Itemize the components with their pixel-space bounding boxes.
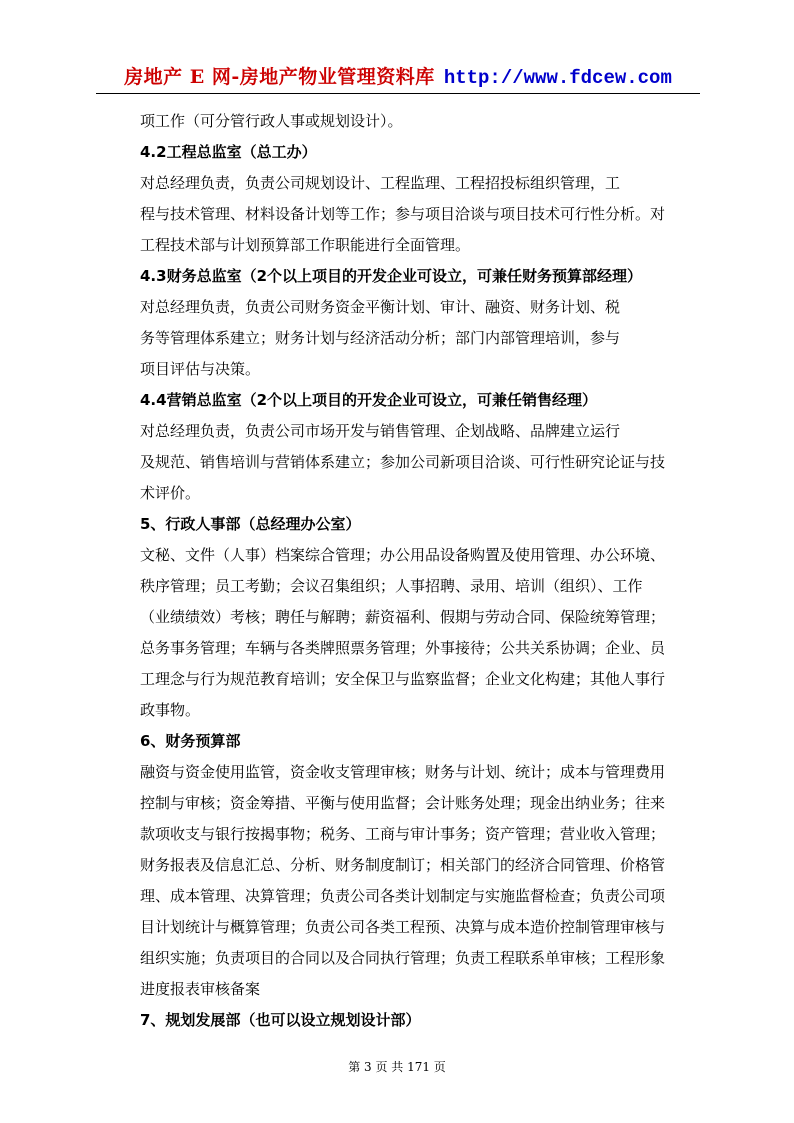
body-text-line: 项目评估与决策。 — [140, 360, 261, 378]
header-url-link[interactable]: http://www.fdcew.com — [443, 67, 672, 89]
body-text-line: 组织实施；负责项目的合同以及合同执行管理；负责工程联系单审核；工程形象 — [140, 949, 666, 967]
body-text-line: 款项收支与银行按揭事物；税务、工商与审计事务；资产管理；营业收入管理； — [140, 825, 666, 843]
header-title: 房地产 E 网-房地产物业管理资料库 — [124, 66, 435, 88]
body-text-line: 政事物。 — [140, 701, 201, 719]
body-text-line: 术评价。 — [140, 484, 201, 502]
body-text-line: 融资与资金使用监管，资金收支管理审核；财务与计划、统计；成本与管理费用 — [140, 763, 666, 781]
section-heading: 4.4营销总监室（2个以上项目的开发企业可设立，可兼任销售经理） — [140, 391, 598, 409]
section-heading: 5、行政人事部（总经理办公室） — [140, 515, 361, 533]
body-text-line: 秩序管理；员工考勤；会议召集组织；人事招聘、录用、培训（组织）、工作 — [140, 577, 643, 595]
body-text-line: 目计划统计与概算管理；负责公司各类工程预、决算与成本造价控制管理审核与 — [140, 918, 666, 936]
body-text-line: 进度报表审核备案 — [140, 980, 261, 998]
page-footer — [0, 1058, 794, 1075]
body-text-line: 总务事务管理；车辆与各类牌照票务管理；外事接待；公共关系协调；企业、员 — [140, 639, 666, 657]
body-text-line: （业绩绩效）考核；聘任与解聘；薪资福利、假期与劳动合同、保险统筹管理； — [140, 608, 666, 626]
body-text-line: 对总经理负责，负责公司财务资金平衡计划、审计、融资、财务计划、税 — [140, 298, 621, 316]
body-text-line: 对总经理负责，负责公司规划设计、工程监理、工程招投标组织管理，工 — [140, 174, 621, 192]
body-text-line: 控制与审核；资金筹措、平衡与使用监督；会计账务处理；现金出纳业务；往来 — [140, 794, 666, 812]
header-divider — [96, 93, 700, 94]
section-heading: 4.3财务总监室（2个以上项目的开发企业可设立，可兼任财务预算部经理） — [140, 267, 643, 285]
section-heading: 7、规划发展部（也可以设立规划设计部） — [140, 1011, 421, 1029]
body-text-line: 务等管理体系建立；财务计划与经济活动分析；部门内部管理培训，参与 — [140, 329, 621, 347]
section-heading: 4.2工程总监室（总工办） — [140, 143, 317, 161]
body-text-line: 及规范、销售培训与营销体系建立；参加公司新项目洽谈、可行性研究论证与技 — [140, 453, 666, 471]
body-text-line: 财务报表及信息汇总、分析、财务制度制订；相关部门的经济合同管理、价格管 — [140, 856, 666, 874]
body-text-line: 工程技术部与计划预算部工作职能进行全面管理。 — [140, 236, 471, 254]
body-text-line: 对总经理负责，负责公司市场开发与销售管理、企划战略、品牌建立运行 — [140, 422, 621, 440]
page-header — [96, 62, 700, 92]
body-text-line: 理、成本管理、决算管理；负责公司各类计划制定与实施监督检查；负责公司项 — [140, 887, 666, 905]
section-heading: 6、财务预算部 — [140, 732, 241, 750]
body-text-line: 文秘、文件（人事）档案综合管理；办公用品设备购置及使用管理、办公环境、 — [140, 546, 666, 564]
body-text-line: 工理念与行为规范教育培训；安全保卫与监察监督；企业文化构建；其他人事行 — [140, 670, 666, 688]
body-text-line: 程与技术管理、材料设备计划等工作；参与项目洽谈与项目技术可行性分析。对 — [140, 205, 666, 223]
document-body — [140, 106, 700, 1036]
page-number: 第 3 页 共 171 页 — [348, 1060, 446, 1074]
body-text-line: 项工作（可分管行政人事或规划设计）。 — [140, 112, 403, 130]
